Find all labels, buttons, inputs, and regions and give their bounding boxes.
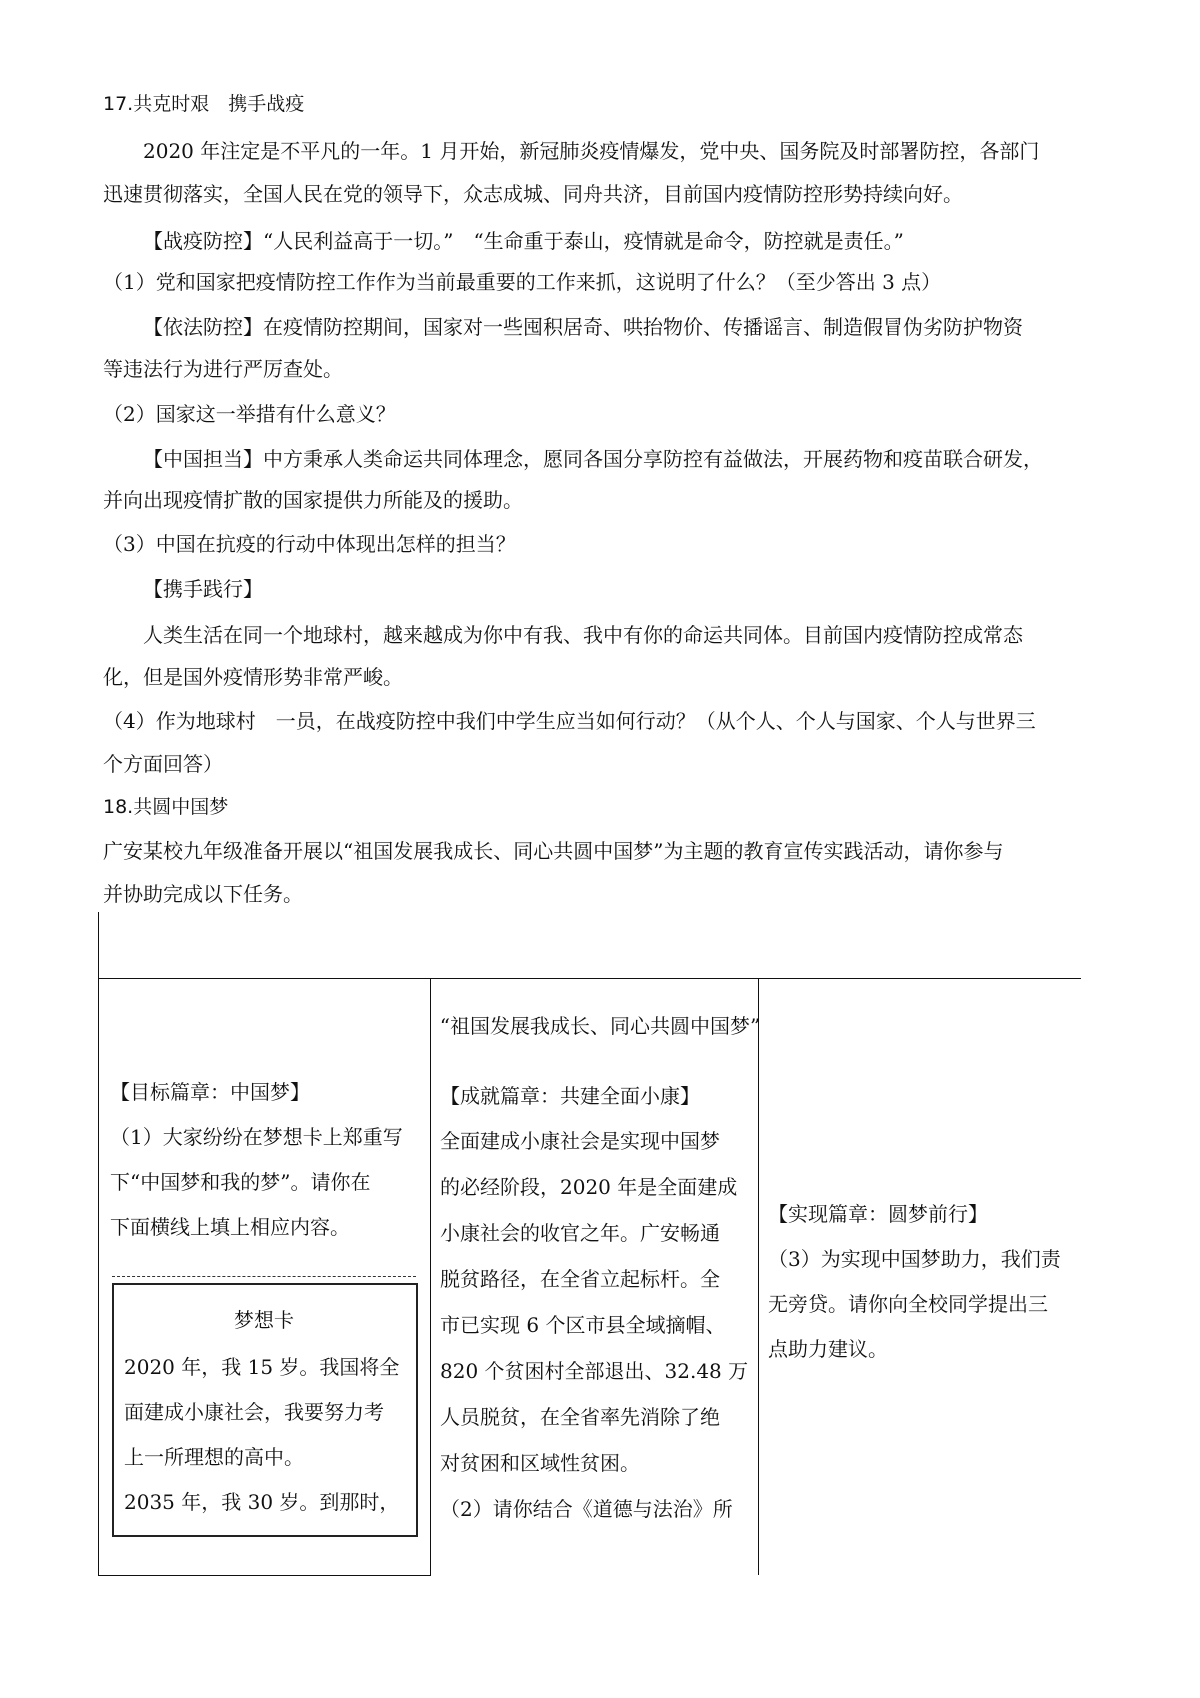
col-achievement-line: 脱贫路径，在全省立起标杆。全: [440, 1267, 720, 1291]
table-column-divider-lower: [758, 1193, 759, 1575]
col-achievement-line: 人员脱贫，在全省率先消除了绝: [440, 1405, 720, 1429]
table-left-border-lower: [98, 1206, 99, 1576]
q18-title: 18.共圆中国梦: [103, 796, 229, 818]
q17-section-xieshou: 人类生活在同一个地球村，越来越成为你中有我、我中有你的命运共同体。目前国内疫情防控成常态: [143, 623, 1023, 647]
dream-card-title: 梦想卡: [234, 1308, 294, 1332]
table-column-divider-lower: [430, 1206, 431, 1576]
col-goal-line: （1）大家纷纷在梦想卡上郑重写: [110, 1125, 403, 1149]
col-goal-line: 下面横线上填上相应内容。: [110, 1215, 350, 1239]
col-achievement-line: 全面建成小康社会是实现中国梦: [440, 1129, 720, 1153]
q17-intro-line: 迅速贯彻落实，全国人民在党的领导下，众志成城、同舟共济，目前国内疫情防控形势持续向好。: [103, 182, 963, 206]
q17-question-2: （2）国家这一举措有什么意义？: [103, 402, 396, 426]
dream-card-line: 2035 年，我 30 岁。到那时，: [124, 1490, 400, 1514]
table-column-divider: [758, 978, 759, 1193]
table-header: “祖国发展我成长、同心共圆中国梦”: [439, 1014, 761, 1038]
col-achievement-line: 820 个贫困村全部退出、32.48 万: [440, 1359, 749, 1383]
q17-section-xieshou-title: 【携手践行】: [143, 577, 263, 601]
col-realize-line: 无旁贷。请你向全校同学提出三: [768, 1292, 1048, 1316]
col-achievement-line: 市已实现 6 个区市县全域摘帽、: [440, 1313, 726, 1337]
col-achievement-line: （2）请你结合《道德与法治》所: [440, 1497, 733, 1521]
q17-section-danbang-cont: 并向出现疫情扩散的国家提供力所能及的援助。: [103, 488, 523, 512]
q17-section-xieshou-cont: 化，但是国外疫情形势非常严峻。: [103, 665, 403, 689]
q17-section-zhanyi: 【战疫防控】“人民利益高于一切。” “生命重于泰山，疫情就是命令，防控就是责任。”: [143, 229, 904, 253]
q17-intro-line: 2020 年注定是不平凡的一年。1 月开始，新冠肺炎疫情爆发，党中央、国务院及时部署防控，各部门: [143, 139, 1040, 163]
q17-question-4-cont: 个方面回答）: [103, 752, 223, 776]
q18-intro-line: 并协助完成以下任务。: [103, 882, 303, 906]
col-realize-line: 点助力建议。: [768, 1337, 888, 1361]
col-achievement-line: 的必经阶段，2020 年是全面建成: [440, 1175, 738, 1199]
dream-card-line: 2020 年，我 15 岁。我国将全: [124, 1355, 400, 1379]
q17-question-1: （1）党和国家把疫情防控工作作为当前最重要的工作来抓，这说明了什么？（至少答出 3 点）: [103, 270, 942, 294]
col-realize-line: （3）为实现中国梦助力，我们责: [768, 1247, 1061, 1271]
q17-title: 17.共克时艰 携手战疫: [103, 93, 305, 115]
col-achievement-title: 【成就篇章：共建全面小康】: [440, 1084, 700, 1108]
q17-question-3: （3）中国在抗疫的行动中体现出怎样的担当？: [103, 532, 516, 556]
col-realize-title: 【实现篇章：圆梦前行】: [768, 1202, 988, 1226]
col-achievement-line: 小康社会的收官之年。广安畅通: [440, 1221, 720, 1245]
q17-question-4: （4）作为地球村 一员，在战疫防控中我们中学生应当如何行动？（从个人、个人与国家、个人与世界三: [103, 709, 1036, 733]
q17-section-yifa: 【依法防控】在疫情防控期间，国家对一些囤积居奇、哄抬物价、传播谣言、制造假冒伪劣防护物资: [143, 315, 1023, 339]
table-header-divider: [98, 978, 1081, 979]
table-left-border: [98, 912, 99, 1206]
table-bottom-edge: [98, 1575, 431, 1576]
col-goal-line: 下“中国梦和我的梦”。请你在: [110, 1170, 371, 1194]
q17-section-danbang: 【中国担当】中方秉承人类命运共同体理念，愿同各国分享防控有益做法，开展药物和疫苗联合研发，: [143, 447, 1043, 471]
dream-card-line: 上一所理想的高中。: [124, 1445, 304, 1469]
q17-section-yifa-cont: 等违法行为进行严厉查处。: [103, 357, 343, 381]
dream-card-line: 面建成小康社会，我要努力考: [124, 1400, 384, 1424]
dream-card-dashed-top: [112, 1276, 416, 1279]
col-goal-title: 【目标篇章：中国梦】: [110, 1080, 310, 1104]
q18-intro-line: 广安某校九年级准备开展以“祖国发展我成长、同心共圆中国梦”为主题的教育宣传实践活动，请你参与: [103, 839, 1004, 863]
col-achievement-line: 对贫困和区域性贫困。: [440, 1451, 640, 1475]
